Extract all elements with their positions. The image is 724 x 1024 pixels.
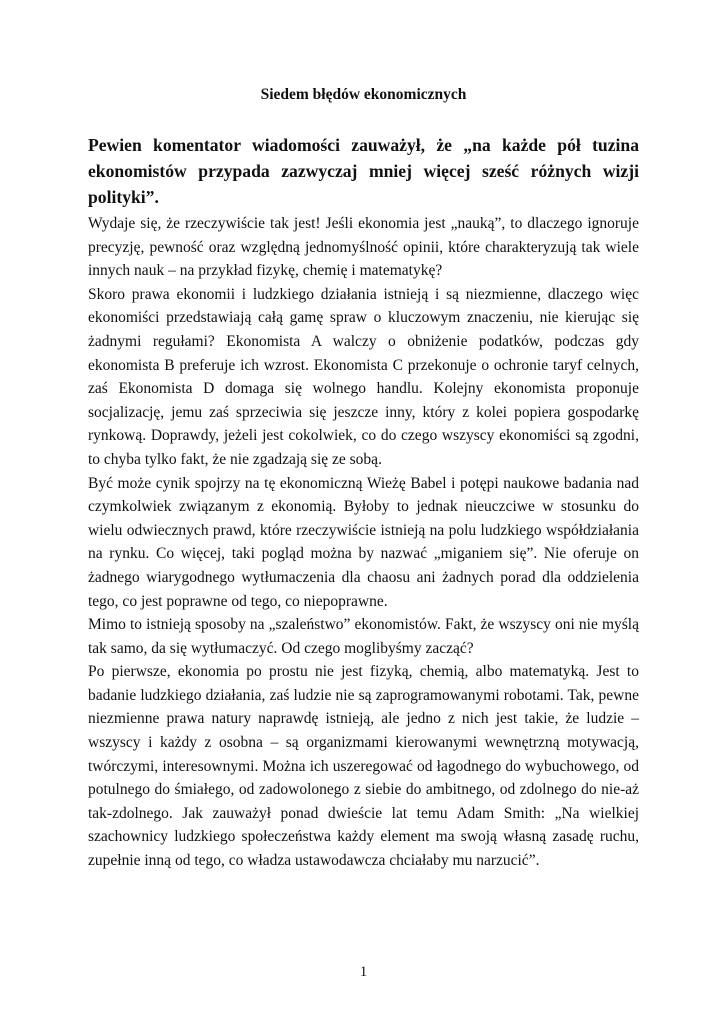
paragraph-1: Wydaje się, że rzeczywiście tak jest! Jeśli ekonomia jest „nauką”, to dlaczego ignoruje precyzję, pewność oraz względną jednomyślność opinii, które charakteryzują tak wiele innych nauk – na przykład fizykę, chemię i matematykę? <box>88 215 639 280</box>
document-body <box>88 132 639 873</box>
document-title: Siedem błędów ekonomicznych <box>260 86 467 103</box>
document-page <box>88 0 639 1024</box>
paragraph-2: Skoro prawa ekonomii i ludzkiego działania istnieją i są niezmienne, dlaczego więc ekonomiści przedstawiają całą gamę spraw o kluczowym znaczeniu, nie kierując się żadnymi regułami? Ekonomista A walczy o obniżenie podatków, podczas gdy ekonomista B preferuje ich wzrost. Ekonomista C przekonuje o ochronie taryf celnych, zaś Ekonomista D domaga się wolnego handlu. Kolejny ekonomista proponuje socjalizację, jemu zaś sprzeciwia się jeszcze inny, który z kolei popiera gospodarkę rynkową. Doprawdy, jeżeli jest cokolwiek, co do czego wszyscy ekonomiści są zgodni, to chyba tylko fakt, że nie zgadzają się ze sobą. <box>88 285 639 468</box>
lead-paragraph: Pewien komentator wiadomości zauważył, że „na każde pół tuzina ekonomistów przypada zazwyczaj mniej więcej sześć różnych wizji polityki”. <box>88 135 639 207</box>
paragraph-4: Mimo to istnieją sposoby na „szaleństwo” ekonomistów. Fakt, że wszyscy oni nie myślą tak samo, da się wytłumaczyć. Od czego moglibyśmy zacząć? <box>88 616 639 657</box>
paragraph-5: Po pierwsze, ekonomia po prostu nie jest fizyką, chemią, albo matematyką. Jest to badanie ludzkiego działania, zaś ludzie nie są zaprogramowanymi robotami. Tak, pewne niezmienne prawa natury naprawdę istnieją, ale jedno z nich jest takie, że ludzie – wszyscy i każdy z osobna – są organizmami kierowanymi wewnętrzną motywacją, twórczymi, interesownymi. Można ich uszeregować od łagodnego do wybuchowego, od potulnego do śmiałego, od zadowolonego z siebie do ambitnego, od zdolnego do nie-aż tak-zdolnego. Jak zauważył ponad dwieście lat temu Adam Smith: „Na wielkiej szachownicy ludzkiego społeczeństwa każdy element ma swoją własną zasadę ruchu, zupełnie inną od tego, co władza ustawodawcza chciałaby mu narzucić”. <box>88 663 639 870</box>
page-number: 1 <box>359 964 368 980</box>
paragraph-3: Być może cynik spojrzy na tę ekonomiczną Wieżę Babel i potępi naukowe badania nad czymkolwiek związanym z ekonomią. Byłoby to jednak nieuczciwe w stosunku do wielu odwiecznych prawd, które rzeczywiście istnieją na polu ludzkiego współdziałania na rynku. Co więcej, taki pogląd można by nazwać „miganiem się”. Nie oferuje on żadnego wiarygodnego wytłumaczenia dla chaosu ani żadnych porad dla oddzielenia tego, co jest poprawne od tego, co niepoprawne. <box>88 474 639 610</box>
